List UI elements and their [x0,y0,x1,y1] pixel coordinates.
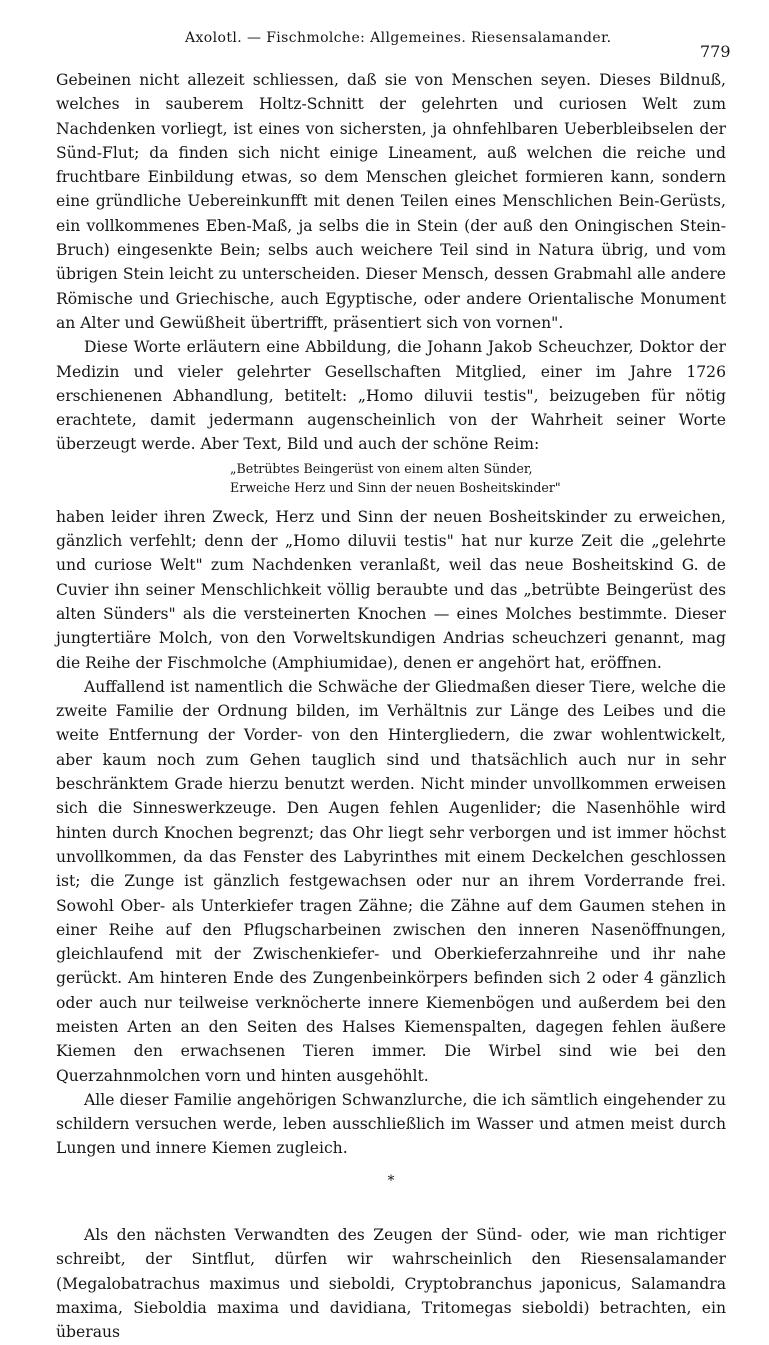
section-separator: * [387,1172,395,1189]
verse-quote [230,459,726,497]
paragraph-3: haben leider ihren Zweck, Herz und Sinn der neuen Bosheitskinder zu erweichen, gänzlich verfehlt; denn der „Homo diluvii testis" hat nur kurze Zeit die „gelehrte und curiose Welt" zum Nachdenken veranlaßt, weil das neue Bosheitskind G. de Cuvier ihn seiner Menschlichkeit völlig beraubte und das „betrübte Beingerüst des alten Sünders" als die versteinerten Knochen — eines Molches bestimmte. Dieser jungtertiäre Molch, von den Vorweltskundigen Andrias scheuchzeri genannt, mag die Reihe der Fischmolche (Amphiumidae), denen er angehört hat, eröffnen. [56,507,726,672]
page-number: 779 [700,42,731,61]
verse-line-2: Erweiche Herz und Sinn der neuen Bosheitskinder" [230,479,561,495]
paragraph-1: Gebeinen nicht allezeit schliessen, daß sie von Menschen seyen. Dieses Bildnuß, welches in sauberem Holtz-Schnitt der gelehrten und curiosen Welt zum Nachdenken vorliegt, ist eines von sichersten, ja ohnfehlbaren Ueberbleibselen der Sünd-Flut; da finden sich nicht einige Lineament, auß welchen die reiche und fruchtbare Einbildung etwas, so dem Menschen gleichet formieren kann, sondern eine gründliche Uebereinkunfft mit denen Teilen eines Menschlichen Bein-Gerüsts, ein vollkommenes Eben-Maß, ja selbs die in Stein (der auß den Oningischen Stein-Bruch) eingesenkte Bein; selbs auch weichere Teil sind in Natura übrig, und vom übrigen Stein leicht zu unterscheiden. Dieser Mensch, dessen Grabmahl alle andere Römische und Griechische, auch Egyptische, oder andere Orientalische Monument an Alter und Gewüßheit übertrifft, präsentiert sich von vornen". [56,71,726,332]
running-head: Axolotl. — Fischmolche: Allgemeines. Riesensalamander. [185,30,612,46]
paragraph-4: Auffallend ist namentlich die Schwäche der Gliedmaßen dieser Tiere, welche die zweite Familie der Ordnung bilden, im Verhältnis zur Länge des Leibes und die weite Entfernung der Vorder- von den Hintergliedern, die zwar wohlentwickelt, aber kaum noch zum Gehen tauglich sind und thatsächlich auch nur in sehr beschränktem Grade hierzu benutzt werden. Nicht minder unvollkommen erweisen sich die Sinneswerkzeuge. Den Augen fehlen Augenlider; die Nasenhöhle wird hinten durch Knochen begrenzt; das Ohr liegt sehr verborgen und ist immer höchst unvollkommen, da das Fenster des Labyrinthes mit einem Deckelchen geschlossen ist; die Zunge ist gänzlich festgewachsen oder nur an ihrem Vorderrande frei. Sowohl Ober- als Unterkiefer tragen Zähne; die Zähne auf dem Gaumen stehen in einer Reihe auf den Pflugscharbeinen zwischen den inneren Nasenöffnungen, gleichlaufend mit der Zwischenkiefer- und Oberkieferzahnreihe und ihr nahe gerückt. Am hinteren Ende des Zungenbeinkörpers befinden sich 2 oder 4 gänzlich oder auch nur teilweise verknöcherte innere Kiemenbögen und außerdem bei den meisten Arten an den Seiten des Halses Kiemenspalten, dagegen fehlen äußere Kiemen den erwachsenen Tieren immer. Die Wirbel sind wie bei den Querzahnmolchen vorn und hinten ausgehöhlt. [56,677,726,1085]
paragraph-5: Alle dieser Familie angehörigen Schwanzlurche, die ich sämtlich eingehender zu schildern versuchen werde, leben ausschließlich im Wasser und atmen meist durch Lungen und innere Kiemen zugleich. [56,1090,726,1158]
paragraph-6: Als den nächsten Verwandten des Zeugen der Sünd- oder, wie man richtiger schreibt, der Sintflut, dürfen wir wahrscheinlich den Riesensalamander (Megalobatrachus maximus und sieboldi, Cryptobranchus japonicus, Salamandra maxima, Sieboldia maxima und davidiana, Tritomegas sieboldi) betrachten, ein überaus [56,1226,726,1342]
verse-line-1: „Betrübtes Beingerüst von einem alten Sünder, [230,460,533,476]
body-text [56,68,726,1345]
paragraph-2: Diese Worte erläutern eine Abbildung, die Johann Jakob Scheuchzer, Doktor der Medizin und vieler gelehrter Gesellschaften Mitglied, einer im Jahre 1726 erschienenen Abhandlung, betitelt: „Homo diluvii testis", beizugeben für nötig erachtete, damit jedermann augenscheinlich von der Wahrheit seiner Worte überzeugt werde. Aber Text, Bild und auch der schöne Reim: [56,338,726,454]
